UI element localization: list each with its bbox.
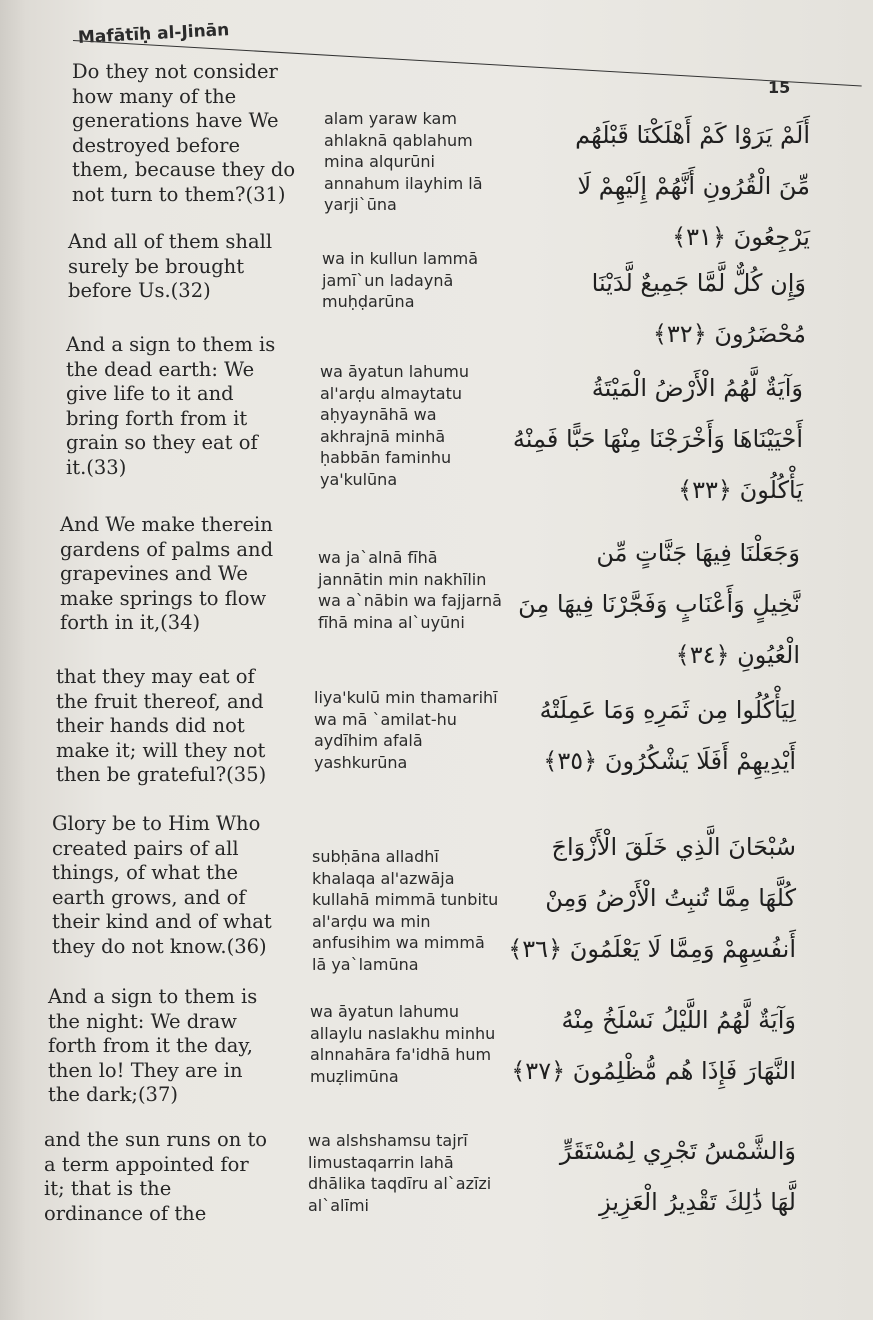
english-line: they do not know.(36) (52, 934, 267, 958)
english-line: the dark;(37) (48, 1083, 178, 1107)
english-line: the night: We draw (48, 1009, 237, 1033)
arabic-line: كُلَّهَا مِمَّا تُنبِتُ الْأَرْضُ وَمِنْ (545, 884, 796, 912)
english-line: the dead earth: We (66, 357, 255, 381)
english-line: And a sign to them is (66, 333, 276, 356)
arabic-line: أَلَمْ يَرَوْا كَمْ أَهْلَكْنَا قَبْلَهُم (575, 121, 810, 149)
transliteration-line: wa āyatun lahumu (310, 1002, 459, 1021)
transliteration-line: jannātin min nakhīlin (318, 569, 487, 589)
arabic-line: وَآيَةٌ لَّهُمُ اللَّيْلُ نَسْلَخُ مِنْهُ (561, 1006, 796, 1034)
transliteration-line: wa a`nābin wa fajjarnā (318, 591, 502, 610)
transliteration-line: alam yaraw kam (324, 109, 457, 128)
transliteration-line: khalaqa al'azwāja (312, 868, 455, 888)
arabic-line: وَإِن كُلٌّ لَّمَّا جَمِيعٌ لَّدَيْنَا (591, 269, 806, 297)
english-line: created pairs of all (52, 836, 239, 860)
transliteration-line: ḥabbān faminhu (320, 448, 452, 467)
arabic-line: مُحْضَرُونَ ﴿٣٢﴾ (652, 320, 806, 348)
verse-english (56, 665, 306, 788)
english-line: it.(33) (66, 455, 127, 479)
verse-english (60, 513, 310, 636)
arabic-line: يَرْجِعُونَ ﴿٣١﴾ (672, 223, 810, 251)
transliteration-line: aḥyaynāhā wa (320, 405, 437, 424)
page-number: 15 (768, 78, 791, 97)
verse-english (72, 60, 322, 208)
transliteration-line: ahlaknā qablahum (324, 130, 473, 150)
verse-transliteration (322, 248, 572, 313)
arabic-line: نَّخِيلٍ وَأَعْنَابٍ وَفَجَّرْنَا فِيهَا مِنَ (518, 590, 800, 618)
transliteration-line: muḥḍarūna (322, 292, 415, 311)
english-line: ordinance of the (44, 1201, 207, 1225)
verse-arabic (511, 995, 796, 1097)
verse-transliteration (324, 108, 574, 216)
arabic-line: وَجَعَلْنَا فِيهَا جَنَّاتٍ مِّن (596, 539, 800, 567)
english-line: them, because they do (72, 158, 296, 182)
arabic-line: أَنفُسِهِمْ وَمِمَّا لَا يَعْلَمُونَ ﴿٣٦﴾ (508, 935, 796, 963)
english-line: earth grows, and of (52, 885, 246, 909)
transliteration-line: aydīhim afalā (314, 731, 423, 750)
transliteration-line: al'arḍu almaytatu (320, 383, 463, 403)
transliteration-line: allaylu naslakhu minhu (310, 1023, 496, 1043)
transliteration-line: al`alīmi (308, 1195, 369, 1215)
english-line: make it; will they not (56, 738, 266, 762)
english-line: and the sun runs on to (44, 1128, 268, 1151)
transliteration-line: wa in kullun lammā (322, 249, 479, 268)
book-title: Mafātīḥ al-Jinān (77, 20, 230, 48)
english-line: that they may eat of (56, 665, 255, 688)
english-line: And all of them shall (68, 230, 273, 253)
transliteration-line: yashkurūna (314, 752, 408, 772)
english-line: a term appointed for (44, 1152, 249, 1176)
arabic-line: مِّنَ الْقُرُونِ أَنَّهُمْ إِلَيْهِمْ لَا (577, 172, 810, 200)
transliteration-line: mina alqurūni (324, 152, 435, 171)
verse-arabic (518, 528, 800, 681)
transliteration-line: lā ya`lamūna (312, 954, 419, 974)
verse-arabic (512, 363, 803, 516)
verse-arabic (575, 110, 810, 263)
english-line: And a sign to them is (48, 985, 258, 1008)
english-line: And We make therein (60, 513, 273, 536)
verse-english (44, 1128, 294, 1226)
arabic-line: الْعُيُونِ ﴿٣٤﴾ (675, 641, 800, 669)
transliteration-line: kullahā mimmā tunbitu (312, 890, 499, 909)
verse-arabic (559, 1126, 796, 1228)
arabic-line: سُبْحَانَ الَّذِي خَلَقَ الْأَزْوَاجَ (551, 833, 796, 861)
english-line: before Us.(32) (68, 279, 211, 303)
english-line: their hands did not (56, 714, 245, 738)
transliteration-line: fīhā mina al`uyūni (318, 612, 465, 632)
english-line: their kind and of what (52, 910, 272, 934)
english-line: then lo! They are in (48, 1058, 243, 1082)
english-line: grapevines and We (60, 562, 248, 586)
english-line: forth in it,(34) (60, 611, 201, 635)
english-line: bring forth from it (66, 406, 248, 430)
transliteration-line: wa alshshamsu tajrī (308, 1131, 468, 1150)
arabic-line: أَحْيَيْنَاهَا وَأَخْرَجْنَا مِنْهَا حَبًّا فَمِنْهُ (512, 425, 803, 453)
verse-transliteration (308, 1130, 558, 1216)
english-line: forth from it the day, (48, 1034, 253, 1058)
transliteration-line: limustaqarrin lahā (308, 1152, 454, 1172)
arabic-line: النَّهَارَ فَإِذَا هُم مُّظْلِمُونَ ﴿٣٧﴾ (511, 1057, 796, 1085)
transliteration-line: wa mā `amilat-hu (314, 709, 457, 729)
english-line: Do they not consider (72, 60, 278, 83)
transliteration-line: ya'kulūna (320, 469, 398, 489)
english-line: make springs to flow (60, 586, 267, 610)
english-line: it; that is the (44, 1177, 172, 1201)
verse-english (68, 230, 318, 304)
verse-arabic (576, 258, 806, 360)
english-line: generations have We (72, 109, 279, 133)
transliteration-line: wa āyatun lahumu (320, 362, 469, 381)
english-line: gardens of palms and (60, 537, 274, 561)
english-line: surely be brought (68, 254, 245, 278)
arabic-line: لِيَأْكُلُوا مِن ثَمَرِهِ وَمَا عَمِلَتْهُ (539, 696, 796, 724)
transliteration-line: annahum ilayhim lā (324, 173, 483, 193)
english-line: how many of the (72, 84, 237, 108)
transliteration-line: alnnahāra fa'idhā hum (310, 1045, 492, 1064)
english-line: Glory be to Him Who (52, 812, 261, 835)
transliteration-line: akhrajnā minhā (320, 426, 446, 446)
english-line: not turn to them?(31) (72, 182, 286, 206)
verse-english (48, 985, 298, 1108)
arabic-line: أَيْدِيهِمْ أَفَلَا يَشْكُرُونَ ﴿٣٥﴾ (543, 747, 796, 775)
verse-transliteration (314, 687, 564, 773)
transliteration-line: subḥāna alladhī (312, 847, 439, 866)
english-line: then be grateful?(35) (56, 763, 267, 787)
transliteration-line: liya'kulū min thamarihī (314, 688, 498, 707)
transliteration-line: yarji`ūna (324, 195, 397, 214)
transliteration-line: muẓlimūna (310, 1066, 399, 1086)
arabic-line: وَالشَّمْسُ تَجْرِي لِمُسْتَقَرٍّ (559, 1137, 796, 1165)
verse-english (52, 812, 302, 960)
arabic-line: يَأْكُلُونَ ﴿٣٣﴾ (678, 476, 803, 504)
english-line: the fruit thereof, and (56, 689, 264, 713)
english-line: destroyed before (72, 133, 241, 157)
english-line: things, of what the (52, 861, 239, 885)
verse-arabic (539, 685, 796, 787)
transliteration-line: anfusihim wa mimmā (312, 933, 485, 952)
arabic-line: لَّهَا ذَٰلِكَ تَقْدِيرُ الْعَزِيزِ (599, 1188, 796, 1216)
english-line: give life to it and (66, 382, 234, 406)
verse-english (66, 333, 316, 481)
transliteration-line: wa ja`alnā fīhā (318, 548, 438, 567)
arabic-line: وَآيَةٌ لَّهُمُ الْأَرْضُ الْمَيْتَةُ (591, 374, 803, 402)
transliteration-line: jamī`un ladaynā (322, 270, 454, 290)
transliteration-line: dhālika taqdīru al`azīzi (308, 1174, 492, 1193)
verse-arabic (508, 822, 796, 975)
english-line: grain so they eat of (66, 431, 258, 455)
book-page (18, 0, 873, 1320)
transliteration-line: al'arḍu wa min (312, 911, 431, 931)
